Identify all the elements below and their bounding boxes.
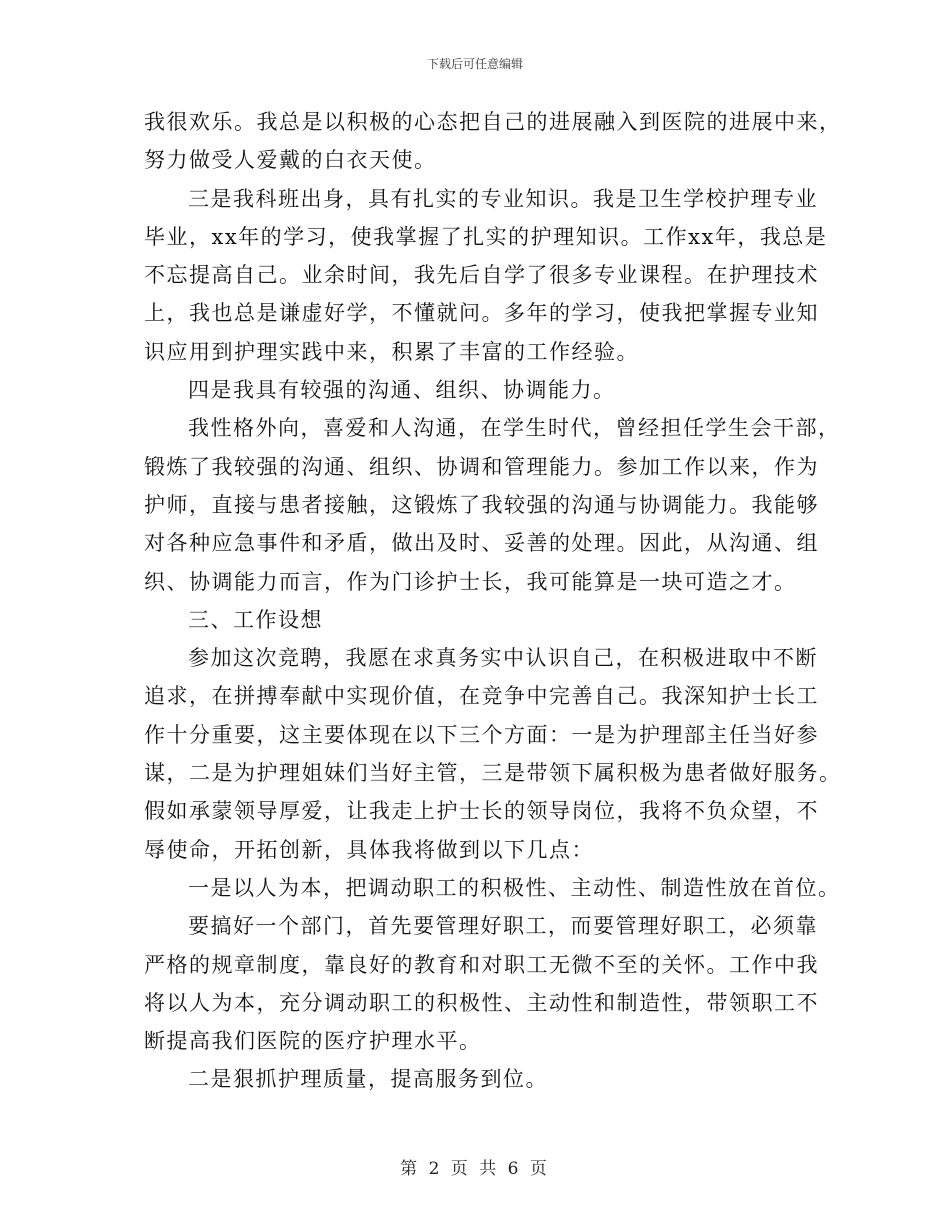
- text-line: 我性格外向，喜爱和人沟通，在学生时代，曾经担任学生会干部，: [188, 416, 841, 441]
- text-line: 织、协调能力而言，作为门诊护士长，我可能算是一块可造之才。: [144, 569, 797, 594]
- text-line: 作十分重要，这主要体现在以下三个方面：一是为护理部主任当好参: [144, 722, 819, 747]
- text-line: 毕业，xx年的学习，使我掌握了扎实的护理知识。工作xx年，我总是: [144, 224, 828, 249]
- text-line: 谋，二是为护理姐妹们当好主管，三是带领下属积极为患者做好服务。: [144, 761, 842, 786]
- text-line: 我很欢乐。我总是以积极的心态把自己的进展融入到医院的进展中来，: [144, 110, 842, 134]
- page-header: 下载后可任意编辑: [426, 57, 523, 71]
- text-line: 要搞好一个部门，首先要管理好职工，而要管理好职工，必须靠: [188, 914, 818, 939]
- text-line: 护师，直接与患者接触，这锻炼了我较强的沟通与协调能力。我能够: [144, 492, 819, 517]
- section-heading: 三、工作设想: [188, 607, 323, 632]
- text-line: 追求，在拼搏奉献中实现价值，在竞争中完善自己。我深知护士长工: [144, 684, 819, 709]
- text-line: 断提高我们医院的医疗护理水平。: [144, 1029, 482, 1054]
- text-line: 锻炼了我较强的沟通、组织、协调和管理能力。参加工作以来，作为: [144, 454, 819, 479]
- text-line: 严格的规章制度，靠良好的教育和对职工无微不至的关怀。工作中我: [144, 952, 819, 977]
- text-line: 三是我科班出身，具有扎实的专业知识。我是卫生学校护理专业: [188, 186, 818, 211]
- text-line: 一是以人为本，把调动职工的积极性、主动性、制造性放在首位。: [188, 875, 841, 900]
- text-line: 将以人为本，充分调动职工的积极性、主动性和制造性，带领职工不: [144, 990, 819, 1015]
- text-line: 识应用到护理实践中来，积累了丰富的工作经验。: [144, 339, 639, 364]
- text-line: 二是狠抓护理质量，提高服务到位。: [188, 1067, 548, 1092]
- text-line: 上，我也总是谦虚好学，不懂就问。多年的学习，使我把掌握专业知: [144, 301, 819, 326]
- document-body: [144, 103, 842, 1099]
- text-line: 四是我具有较强的沟通、组织、协调能力。: [188, 378, 616, 403]
- text-line: 假如承蒙领导厚爱，让我走上护士长的领导岗位，我将不负众望，不: [144, 799, 819, 824]
- text-line: 辱使命，开拓创新，具体我将做到以下几点：: [144, 837, 594, 862]
- text-line: 不忘提高自己。业余时间，我先后自学了很多专业课程。在护理技术: [144, 263, 819, 288]
- text-line: 努力做受人爱戴的白衣天使。: [144, 148, 437, 173]
- text-line: 对各种应急事件和矛盾，做出及时、妥善的处理。因此，从沟通、组: [144, 531, 819, 556]
- text-line: 参加这次竞聘，我愿在求真务实中认识自己，在积极进取中不断: [188, 646, 818, 671]
- page-footer: 第 2 页 共 6 页: [400, 1159, 550, 1179]
